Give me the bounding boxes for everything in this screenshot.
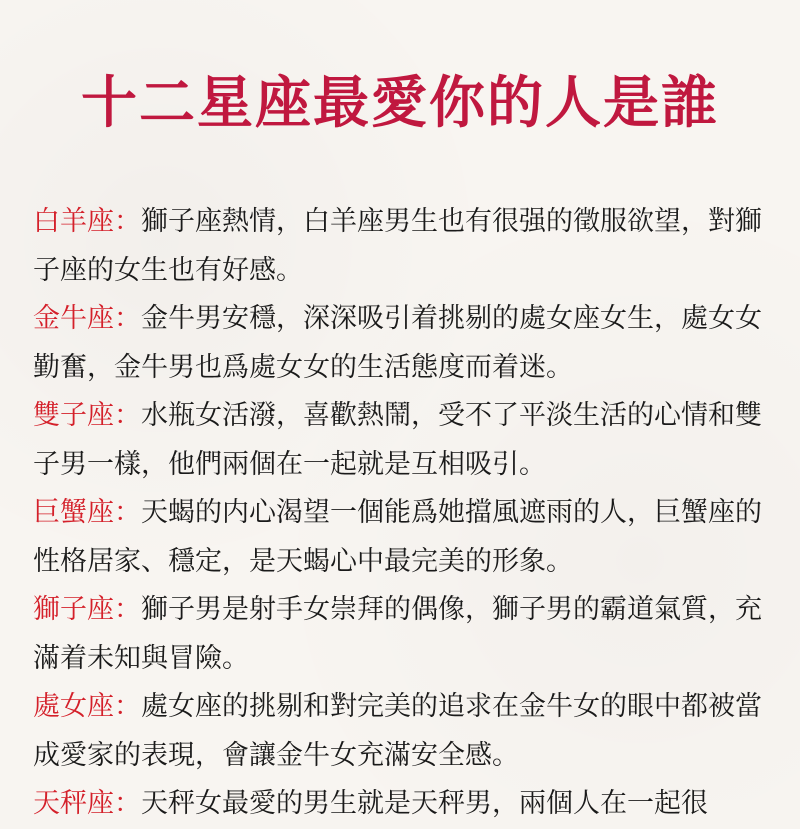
zodiac-entry-leo	[33, 586, 778, 683]
zodiac-sign-label: 雙子座：	[33, 400, 141, 431]
zodiac-sign-label: 巨蟹座：	[33, 497, 141, 528]
zodiac-entry-libra	[33, 780, 778, 829]
zodiac-entry-virgo	[33, 683, 778, 780]
zodiac-sign-label: 獅子座：	[33, 594, 141, 625]
zodiac-description: 處女座的挑剔和對完美的追求在金牛女的眼中都被當成愛家的表現，會讓金牛女充滿安全感。	[33, 691, 762, 771]
zodiac-entry-gemini	[33, 392, 778, 489]
zodiac-sign-label: 處女座：	[33, 691, 141, 722]
zodiac-description: 獅子男是射手女崇拜的偶像，獅子男的霸道氣質，充滿着未知與冒險。	[33, 594, 762, 674]
zodiac-entry-taurus	[33, 295, 778, 392]
zodiac-entry-aries	[33, 198, 778, 295]
zodiac-description: 獅子座熱情，白羊座男生也有很强的徵服欲望，對獅子座的女生也有好感。	[33, 206, 762, 286]
zodiac-list	[33, 198, 778, 829]
page-title: 十二星座最愛你的人是誰	[81, 71, 719, 136]
zodiac-description: 天秤女最愛的男生就是天秤男，兩個人在一起很	[141, 788, 708, 819]
zodiac-description: 水瓶女活潑，喜歡熱鬧，受不了平淡生活的心情和雙子男一樣，他們兩個在一起就是互相吸引。	[33, 400, 762, 480]
zodiac-sign-label: 天秤座：	[33, 788, 141, 819]
zodiac-sign-label: 白羊座：	[33, 206, 141, 237]
zodiac-description: 金牛男安穩，深深吸引着挑剔的處女座女生，處女女勤奮，金牛男也爲處女女的生活態度而着迷。	[33, 303, 762, 383]
zodiac-sign-label: 金牛座：	[33, 303, 141, 334]
zodiac-description: 天蝎的内心渴望一個能爲她擋風遮雨的人，巨蟹座的性格居家、穩定，是天蝎心中最完美的形象。	[33, 497, 762, 577]
zodiac-entry-cancer	[33, 489, 778, 586]
